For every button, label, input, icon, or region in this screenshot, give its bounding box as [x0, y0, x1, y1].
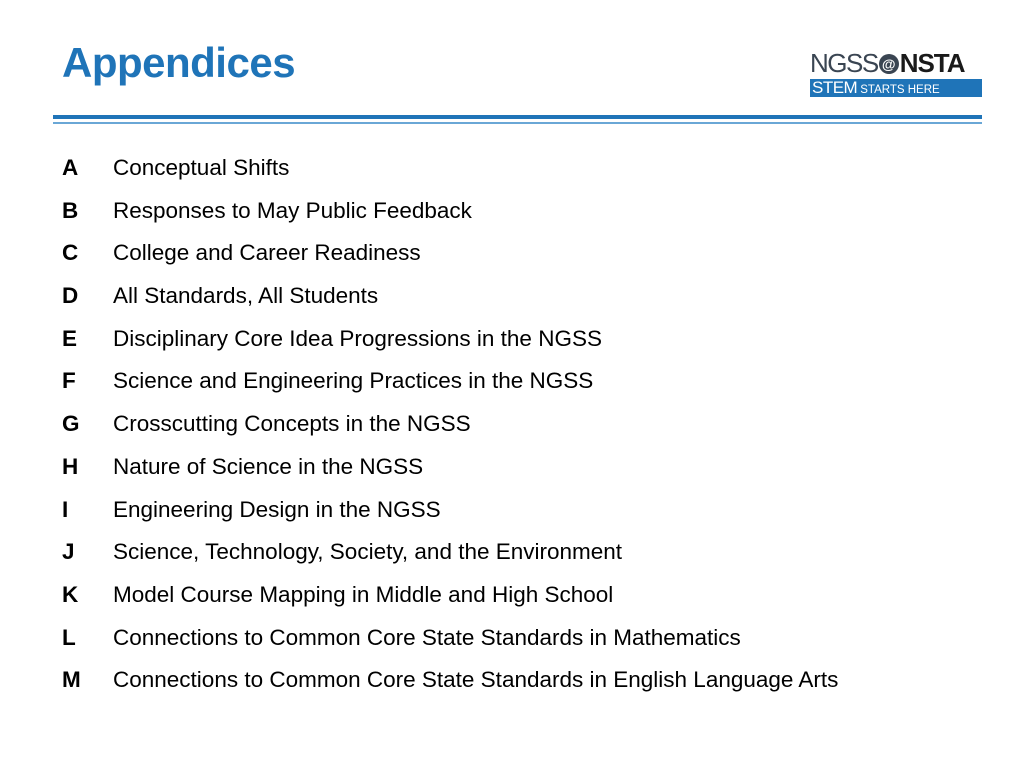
appendix-letter: F	[62, 368, 76, 394]
appendix-title: Conceptual Shifts	[113, 155, 290, 180]
appendix-title: Model Course Mapping in Middle and High School	[113, 581, 614, 607]
appendix-item	[62, 492, 982, 535]
appendix-item	[62, 406, 982, 449]
logo-tagline-bar	[810, 79, 982, 97]
appendix-letter: L	[62, 624, 76, 650]
logo-tagline-text: STARTS HERE	[860, 84, 940, 96]
logo-stem-text: STEM	[812, 78, 858, 97]
appendix-letter: B	[62, 197, 79, 223]
appendix-item	[62, 321, 982, 364]
appendix-item	[62, 193, 982, 236]
appendix-item	[62, 449, 982, 492]
title-divider-thick	[53, 115, 982, 119]
logo-top-row	[810, 50, 982, 76]
appendix-letter: G	[62, 411, 80, 437]
appendix-item	[62, 534, 982, 577]
appendix-letter: H	[62, 453, 79, 479]
page-title: Appendices	[62, 39, 296, 86]
appendix-title: Disciplinary Core Idea Progressions in the NGSS	[113, 325, 602, 351]
appendix-item	[62, 235, 982, 278]
appendix-title: College and Career Readiness	[113, 240, 421, 266]
appendix-letter: E	[62, 325, 78, 351]
appendix-item	[62, 620, 982, 663]
appendix-letter: K	[62, 581, 79, 607]
appendix-title: Science and Engineering Practices in the NGSS	[113, 368, 594, 394]
appendix-letter: J	[62, 539, 75, 565]
appendix-letter: C	[62, 240, 79, 266]
appendix-letter: I	[62, 496, 69, 522]
appendix-title: Responses to May Public Feedback	[113, 197, 472, 223]
logo-ngss-text: NGSS	[810, 48, 878, 78]
appendix-title: Nature of Science in the NGSS	[113, 453, 424, 479]
appendix-title: Science, Technology, Society, and the Environment	[113, 539, 623, 565]
logo-at-icon: @	[879, 54, 899, 74]
appendix-item	[62, 150, 982, 193]
appendix-item	[62, 278, 982, 321]
appendix-item	[62, 577, 982, 620]
appendix-letter: D	[62, 283, 79, 309]
appendix-item	[62, 363, 982, 406]
appendix-letter: A	[62, 155, 79, 180]
appendix-title: Crosscutting Concepts in the NGSS	[113, 411, 471, 437]
appendix-title: Engineering Design in the NGSS	[113, 496, 441, 522]
appendix-item	[62, 662, 982, 705]
appendix-title: Connections to Common Core State Standards in English Language Arts	[113, 667, 839, 693]
appendix-title: All Standards, All Students	[113, 283, 379, 309]
appendix-list	[62, 150, 982, 705]
ngss-nsta-logo	[810, 50, 982, 97]
title-divider-thin	[53, 122, 982, 124]
logo-nsta-text: NSTA	[899, 48, 965, 78]
appendix-title: Connections to Common Core State Standards in Mathematics	[113, 624, 741, 650]
appendix-letter: M	[62, 667, 81, 693]
